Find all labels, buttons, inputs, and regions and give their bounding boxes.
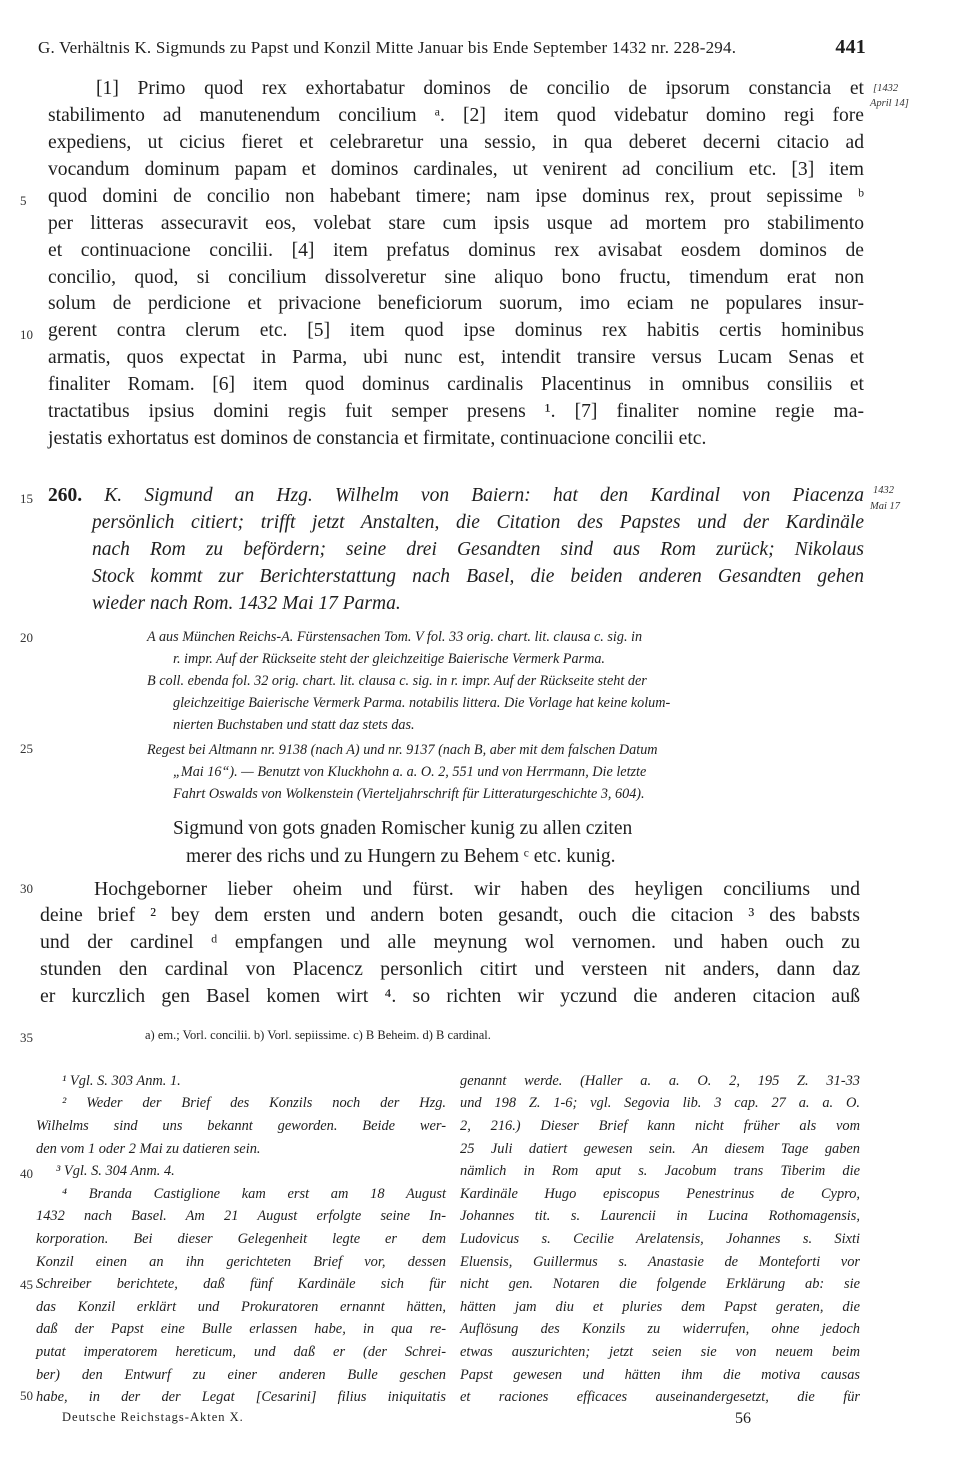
- footnote-line: ³ Vgl. S. 304 Anm. 4.: [56, 1163, 175, 1179]
- source-line: Fahrt Oswalds von Wolkenstein (Vierteljahrschrift für Litteraturgeschichte 3, 604).: [173, 786, 645, 802]
- footnote-line: ² Weder der Brief des Konzils noch der Hzg.: [62, 1095, 446, 1111]
- line-number: 30: [20, 881, 33, 896]
- line-number: 45: [20, 1277, 33, 1292]
- line-number: 5: [20, 193, 27, 208]
- footer-signature: 56: [735, 1410, 751, 1427]
- letter-line: er kurczlich gen Basel komen wirt ⁴. so richten wir yczund die anderen citacion auß: [40, 985, 860, 1007]
- source-line: B coll. ebenda fol. 32 orig. chart. lit. clausa c. sig. in r. impr. Auf der Rückseite steht der: [147, 673, 647, 689]
- footnote-line: den vom 1 oder 2 Mai zu datieren sein.: [36, 1141, 261, 1157]
- letter-line: und der cardinel ᵈ empfangen und alle meynung wol vernomen. und haben ouch zu: [40, 931, 860, 953]
- footnote-line: nämlich in Rom aput s. Jacobum trans Tiberim die: [460, 1163, 860, 1179]
- footnote-line: Auflösung des Konzils zu widerrufen, ohne jedoch: [460, 1321, 860, 1337]
- margin-date-year-1: [1432: [873, 83, 899, 94]
- footnote-line: Kardinäle Hugo episcopus Penestrinus de Cypro,: [460, 1186, 860, 1202]
- critical-apparatus: a) em.; Vorl. concilii. b) Vorl. sepiissime. c) B Beheim. d) B cardinal.: [145, 1028, 491, 1042]
- body-line: stabilimento ad manutenendum concilium ᵃ. [2] item quod videbatur domino regi fore: [48, 105, 864, 126]
- line-number: 50: [20, 1388, 33, 1403]
- footnote-line: Wilhelms sind uns bekannt geworden. Beide wer-: [36, 1118, 446, 1134]
- source-line: nierten Buchstaben und statt daz stets das.: [173, 717, 415, 733]
- body-line: finaliter Romam. [6] item quod dominus cardinalis Placentinus in omnibus consiliis et: [48, 374, 864, 395]
- footnote-line: Papst gewesen und hätten ihm die motiva causas: [460, 1367, 860, 1383]
- line-number: 25: [20, 741, 33, 756]
- body-line: quod domini de concilio non habebant timere; nam ipse dominus rex, prout sepissime ᵇ: [48, 186, 864, 207]
- line-number: 15: [20, 491, 33, 506]
- footnote-line: hätten jam diu et pluries dem Papst geraten, die: [460, 1299, 860, 1315]
- body-line: concilio, quod, si concilium dissolveretur sine aliquo bono fructu, timendum erat non: [48, 267, 864, 288]
- footnote-line: 25 Juli datiert gewesen sein. An diesem Tage gaben: [460, 1141, 860, 1157]
- source-line: Regest bei Altmann nr. 9138 (nach A) und nr. 9137 (nach B, aber mit dem falschen Datum: [147, 742, 658, 758]
- footnote-line: et raciones efficaces auseinandergesetzt, die für: [460, 1389, 860, 1405]
- line-number: 40: [20, 1166, 33, 1181]
- running-header: [38, 38, 866, 58]
- source-line: r. impr. Auf der Rückseite steht der gleichzeitige Baierische Vermerk Parma.: [173, 651, 605, 667]
- body-line: gerent contra clerum etc. [5] item quod ipse dominus rex habitis certis hominibus: [48, 320, 864, 341]
- body-line: vocandum dominum papam et dominos cardinales, ut venirent ad concilium etc. [3] item: [48, 159, 864, 180]
- body-line: solum de perdicione et privacione beneficiorum suorum, imo eciam ne populares insur-: [48, 293, 864, 314]
- page-number: 441: [835, 36, 866, 58]
- body-line: [1] Primo quod rex exhortabatur dominos de concilio de ipsorum constancia et: [96, 78, 864, 99]
- footnote-line: 1432 nach Basel. Am 21 August erfolgte seine In-: [36, 1208, 446, 1224]
- line-number: 10: [20, 327, 33, 342]
- footnote-line: Ludovicus s. Cecilie Arelatensis, Johannes s. Sixti: [460, 1231, 860, 1247]
- margin-date-day-1: April 14]: [870, 98, 909, 109]
- footnote-line: ⁴ Branda Castiglione kam erst am 18 August: [62, 1186, 446, 1202]
- regest-line: wieder nach Rom. 1432 Mai 17 Parma.: [92, 593, 401, 614]
- footnote-line: genannt werde. (Haller a. a. O. 2, 195 Z. 31-33: [460, 1073, 860, 1089]
- body-line: et continuacione concilii. [4] item prefatus dominus rex avisabat eosdem dominos de: [48, 240, 864, 261]
- footnote-line: das Konzil erklärt und Prokuratoren ernannt hätten,: [36, 1299, 446, 1315]
- body-line: expediens, ut cicius fieret et celebraretur una sessio, in qua deberet decerni citacio ad: [48, 132, 864, 153]
- body-line: jestatis exhortatus est dominos de constancia et firmitate, continuacione concilii etc.: [48, 428, 707, 449]
- body-line: per litteras assecuravit eos, volebat stare cum ipsis usque ad mortem pro stabilimento: [48, 213, 864, 234]
- header-title: G. Verhältnis K. Sigmunds zu Papst und Konzil Mitte Januar bis Ende September 1432 nr. 228-294.: [38, 38, 737, 57]
- footnote-line: habe, in der der Legat [Cesarini] filius iniquitatis: [36, 1389, 446, 1405]
- footnote-line: Eluensis, Guillermus s. Anastasie de Monteforti vor: [460, 1254, 860, 1270]
- footnote-line: daß der Papst eine Bulle erlassen habe, in qua re-: [36, 1321, 446, 1337]
- footnote-line: Konzil einen an ihn gerichteten Brief vor, dessen: [36, 1254, 446, 1270]
- line-number: 35: [20, 1030, 33, 1045]
- footnote-line: etwas auszurichten; jetzt seien sie von neuem beim: [460, 1344, 860, 1360]
- footnote-line: nicht gen. Notaren die folgende Erklärung ab: sie: [460, 1276, 860, 1292]
- letter-line: deine brief ² bey dem ersten und andern boten gesandt, ouch die citacion ³ des babsts: [40, 904, 860, 926]
- regest-text: K. Sigmund an Hzg. Wilhelm von Baiern: hat den Kardinal von Piacenza: [104, 485, 864, 506]
- footnote-line: ber) den Entwurf zu einer anderen Bulle geschen: [36, 1367, 446, 1383]
- letter-line: stunden den cardinal von Placencz personlich citirt und versteen nit anders, dann daz: [40, 958, 860, 980]
- regest-number: 260.: [48, 485, 83, 506]
- letter-line: Hochgeborner lieber oheim und fürst. wir haben des heyligen conciliums und: [94, 878, 860, 900]
- body-line: armatis, quos expectat in Parma, ubi nunc est, intendit transire versus Lucam Senas et: [48, 347, 864, 368]
- margin-date-day-2: Mai 17: [870, 501, 901, 512]
- source-line: A aus München Reichs-A. Fürstensachen Tom. V fol. 33 orig. chart. lit. clausa c. sig. in: [147, 629, 643, 645]
- source-line: „Mai 16“). — Benutzt von Kluckhohn a. a. O. 2, 551 und von Herrmann, Die letzte: [173, 764, 647, 780]
- line-number: 20: [20, 630, 33, 645]
- source-line: gleichzeitige Baierische Vermerk Parma. notabilis littera. Die Vorlage hat keine kolum-: [173, 695, 671, 711]
- footnote-line: und 198 Z. 1-6; vgl. Segovia lib. 3 cap. 27 a. a. O.: [460, 1095, 860, 1111]
- footnote-line: Johannes tit. s. Laurencii in Lucina Rothomagensis,: [460, 1208, 860, 1224]
- footnote-line: korporation. Bei dieser Gelegenheit legte er dem: [36, 1231, 446, 1247]
- salutation-line: Sigmund von gots gnaden Romischer kunig zu allen cziten: [173, 818, 633, 839]
- regest-line: nach Rom zu befördern; seine drei Gesandten sind aus Rom zurück; Nikolaus: [92, 539, 864, 560]
- regest-line: [48, 482, 864, 509]
- footnote-line: Schreiber berichtete, daß fünf Kardinäle sich für: [36, 1276, 446, 1292]
- footnote-line: ¹ Vgl. S. 303 Anm. 1.: [62, 1073, 181, 1089]
- margin-date-year-2: 1432: [873, 485, 894, 496]
- body-line: tractatibus ipsius domini regis fuit semper presens ¹. [7] finaliter nomine regie ma-: [48, 401, 864, 422]
- regest-line: Stock kommt zur Berichterstattung nach Basel, die beiden anderen Gesandten gehen: [92, 566, 864, 587]
- footer-title: Deutsche Reichstags-Akten X.: [62, 1410, 244, 1424]
- footnote-line: 2, 216.) Dieser Brief kann nicht früher als vom: [460, 1118, 860, 1134]
- regest-line: persönlich citiert; trifft jetzt Anstalten, die Citation des Papstes und der Kardinäle: [92, 512, 864, 533]
- footnote-line: putat imperatorem hereticum, und daß er (der Schrei-: [36, 1344, 446, 1360]
- salutation-line: merer des richs und zu Hungern zu Behem ᶜ etc. kunig.: [186, 846, 616, 867]
